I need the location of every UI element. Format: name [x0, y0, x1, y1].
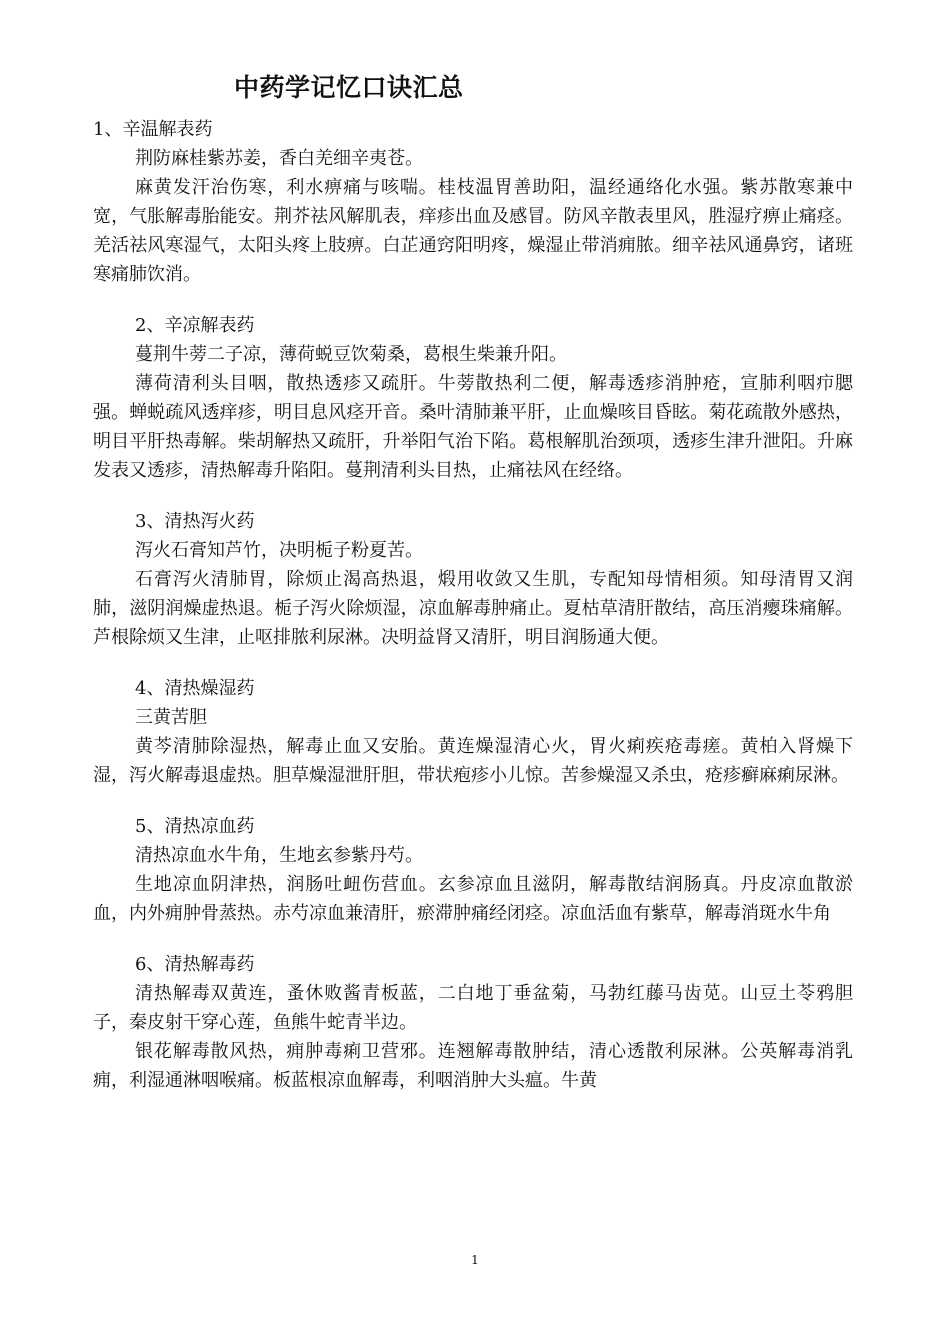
section-mnemonic: 清热凉血水牛角，生地玄参紫丹芍。 — [135, 845, 423, 866]
section-mnemonic: 泻火石膏知芦竹，决明栀子粉夏苦。 — [135, 540, 423, 561]
section-mnemonic: 三黄苦胆 — [135, 707, 207, 728]
section-heading: 2、辛凉解表药 — [135, 315, 255, 336]
section-heading: 6、清热解毒药 — [135, 954, 255, 975]
section-clear-heat-cool-blood — [93, 812, 853, 928]
section-clear-heat-dry-damp — [93, 674, 853, 790]
section-body: 银花解毒散风热，痈肿毒痢卫营邪。连翘解毒散肿结，清心透散利尿淋。公英解毒消乳痈，利湿通淋咽喉痛。板蓝根凉血解毒，利咽消肿大头瘟。牛黄 — [93, 1041, 853, 1091]
section-body: 薄荷清利头目咽，散热透疹又疏肝。牛蒡散热利二便，解毒透疹消肿疮，宣肺利咽疖腮强。蝉蜕疏风透痒疹，明目息风痉开音。桑叶清肺兼平肝，止血燥咳目昏眩。菊花疏散外感热，明目平肝热毒解。柴胡解热又疏肝，升举阳气治下陷。葛根解肌治颈项，透疹生津升泄阳。升麻发表又透疹，清热解毒升陷阳。蔓荆清利头目热，止痛祛风在经络。 — [93, 373, 853, 481]
section-pungent-warm — [93, 115, 853, 289]
document-body — [93, 115, 853, 1117]
section-mnemonic: 蔓荆牛蒡二子凉，薄荷蜕豆饮菊桑，葛根生柴兼升阳。 — [135, 344, 567, 365]
section-heading: 3、清热泻火药 — [135, 511, 255, 532]
section-mnemonic: 清热解毒双黄连，蚤休败酱青板蓝，二白地丁垂盆菊，马勃红藤马齿苋。山豆土苓鸦胆子，秦皮射干穿心莲，鱼熊牛蛇青半边。 — [93, 983, 853, 1033]
page-number: 1 — [471, 1253, 479, 1267]
section-heading: 1、辛温解表药 — [93, 119, 213, 140]
section-clear-heat-purge-fire — [93, 507, 853, 652]
section-pungent-cool — [93, 311, 853, 485]
section-clear-heat-detoxify — [93, 950, 853, 1095]
section-mnemonic: 荆防麻桂紫苏姜，香白羌细辛夷苍。 — [135, 148, 423, 169]
section-heading: 4、清热燥湿药 — [135, 678, 255, 699]
section-body: 石膏泻火清肺胃，除烦止渴高热退，煅用收敛又生肌，专配知母情相须。知母清胃又润肺，滋阴润燥虚热退。栀子泻火除烦湿，凉血解毒肿痛止。夏枯草清肝散结，高压消瘿珠痛解。芦根除烦又生津，止呕排脓利尿淋。决明益肾又清肝，明目润肠通大便。 — [93, 569, 853, 648]
section-body: 生地凉血阴津热，润肠吐衄伤营血。玄参凉血且滋阴，解毒散结润肠真。丹皮凉血散淤血，内外痈肿骨蒸热。赤芍凉血兼清肝，瘀滞肿痛经闭痉。凉血活血有紫草，解毒消斑水牛角 — [93, 874, 853, 924]
section-heading: 5、清热凉血药 — [135, 816, 255, 837]
document-title: 中药学记忆口诀汇总 — [234, 73, 464, 102]
section-body: 黄芩清肺除湿热，解毒止血又安胎。黄连燥湿清心火，胃火痢疾疮毒瘥。黄柏入肾燥下湿，泻火解毒退虚热。胆草燥湿泄肝胆，带状疱疹小儿惊。苦参燥湿又杀虫，疮疹癣麻痢尿淋。 — [93, 736, 853, 786]
section-body: 麻黄发汗治伤寒，利水痹痛与咳喘。桂枝温胃善助阳，温经通络化水强。紫苏散寒兼中宽，气胀解毒胎能安。荆芥祛风解肌表，痒疹出血及感冒。防风辛散表里风，胜湿疗痹止痛痉。羌活祛风寒湿气，太阳头疼上肢痹。白芷通窍阳明疼，燥湿止带消痈脓。细辛祛风通鼻窍，诸班寒痛肺饮消。 — [93, 177, 853, 285]
